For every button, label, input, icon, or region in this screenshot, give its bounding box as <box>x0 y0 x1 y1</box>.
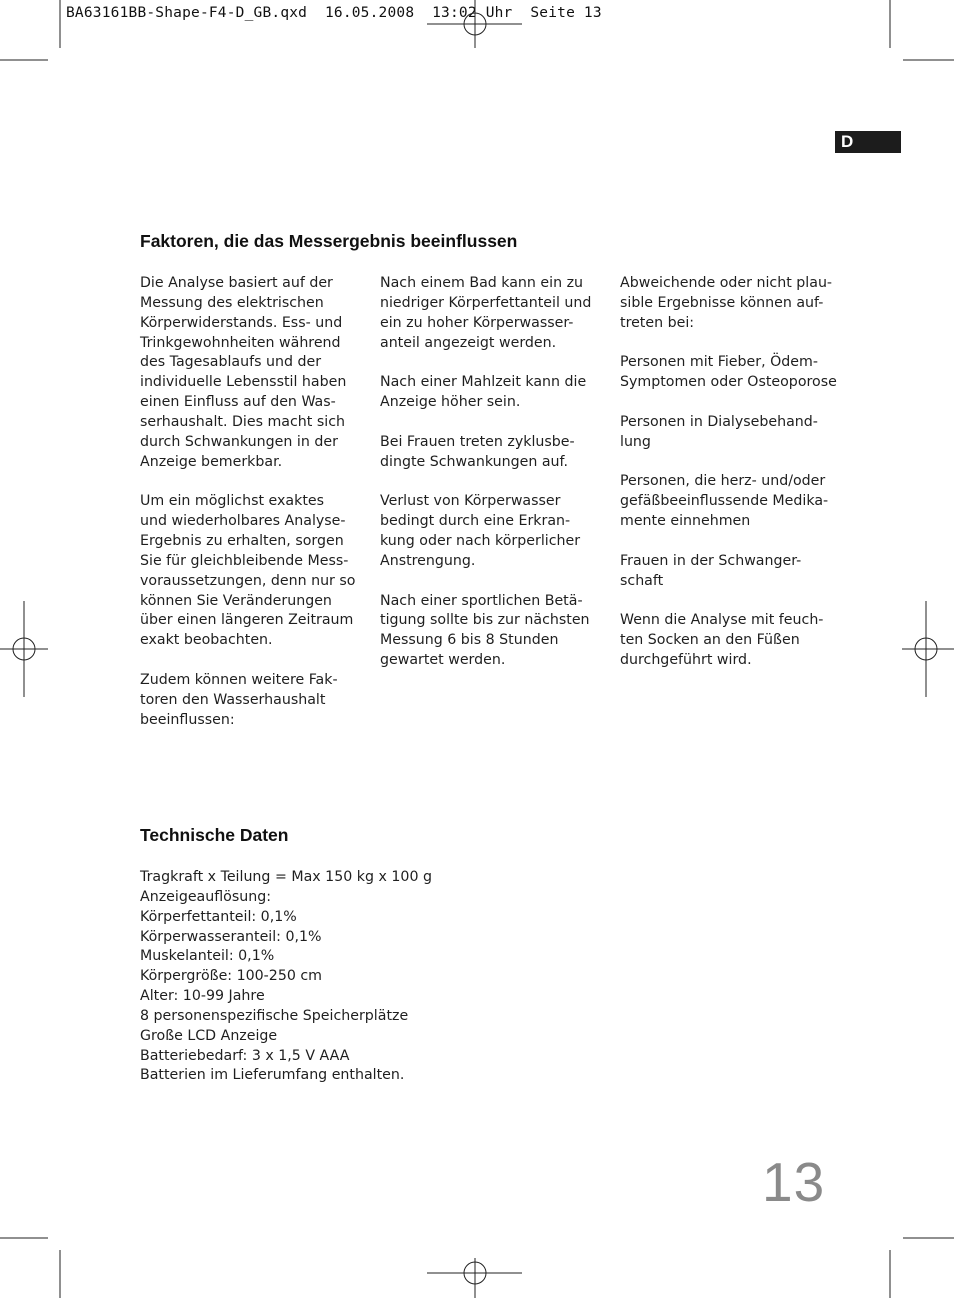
spec-line: Körperfettanteil: 0,1% <box>140 908 297 925</box>
spec-line: Batterien im Lieferumfang enthalten. <box>140 1067 405 1084</box>
paragraph: Personen, die herz- und/oder gefäßbeeinflussende Medika- mente einnehmen <box>620 473 829 530</box>
tech-specs-list <box>140 868 432 1086</box>
paragraph: Verlust von Körperwasser bedingt durch eine Erkran- kung oder nach körperlicher Anstrengung. <box>380 493 581 569</box>
paragraph: Um ein möglichst exaktes und wiederholbares Analyse- Ergebnis zu erhalten, sorgen Sie für gleichbleibende Mess- voraussetzungen, denn nur so können Sie Veränderungen über einen längeren Zeitraum exakt beobachten. <box>140 493 356 649</box>
paragraph: Zudem können weitere Fak- toren den Wasserhaushalt beeinflussen: <box>140 671 338 728</box>
spec-line: Körperwasseranteil: 0,1% <box>140 928 322 945</box>
paragraph: Nach einer sportlichen Betä- tigung sollte bis zur nächsten Messung 6 bis 8 Stunden gewartet werden. <box>380 592 590 669</box>
paragraph: Abweichende oder nicht plau- sible Ergebnisse können auf- treten bei: <box>620 275 833 331</box>
spec-line: Batteriebedarf: 3 x 1,5 V AAA <box>140 1047 350 1064</box>
text-column-3 <box>620 274 838 691</box>
text-column-2 <box>380 274 598 691</box>
section-title-factors: Faktoren, die das Messergebnis beeinflussen <box>140 231 518 251</box>
spec-line: Große LCD Anzeige <box>140 1027 278 1044</box>
language-tab: D <box>835 131 901 153</box>
spec-line: Körpergröße: 100-250 cm <box>140 968 322 985</box>
section-title-tech-data: Technische Daten <box>140 825 289 845</box>
spec-line: Anzeigeauflösung: <box>140 888 272 905</box>
paragraph: Wenn die Analyse mit feuch- ten Socken an den Füßen durchgeführt wird. <box>620 612 824 669</box>
paragraph: Personen mit Fieber, Ödem- Symptomen oder Osteoporose <box>620 354 837 391</box>
spec-line: Tragkraft x Teilung = Max 150 kg x 100 g <box>140 869 433 885</box>
spec-line: 8 personenspezifische Speicherplätze <box>140 1007 409 1024</box>
paragraph: Frauen in der Schwanger- schaft <box>620 552 802 589</box>
spec-line: Alter: 10-99 Jahre <box>140 988 265 1005</box>
page-number: 13 <box>762 1151 826 1213</box>
paragraph: Nach einer Mahlzeit kann die Anzeige höher sein. <box>380 374 587 411</box>
paragraph: Personen in Dialysebehand- lung <box>620 413 818 450</box>
paragraph: Bei Frauen treten zyklusbe- dingte Schwankungen auf. <box>380 433 575 470</box>
paragraph: Die Analyse basiert auf der Messung des elektrischen Körperwiderstands. Ess- und Trinkgewohnheiten während des Tagesablaufs und der individuelle Lebensstil haben einen Einfluss auf den Was- serhaushalt. Dies macht sich durch Schwankungen in der Anzeige bemerkbar. <box>140 275 347 470</box>
spec-line: Muskelanteil: 0,1% <box>140 948 275 965</box>
file-slug: BA63161BB-Shape-F4-D_GB.qxd 16.05.2008 13:02 Uhr Seite 13 <box>66 5 602 21</box>
text-column-1 <box>140 274 358 750</box>
paragraph: Nach einem Bad kann ein zu niedriger Körperfettanteil und ein zu hoher Körperwasser- anteil angezeigt werden. <box>380 275 592 351</box>
